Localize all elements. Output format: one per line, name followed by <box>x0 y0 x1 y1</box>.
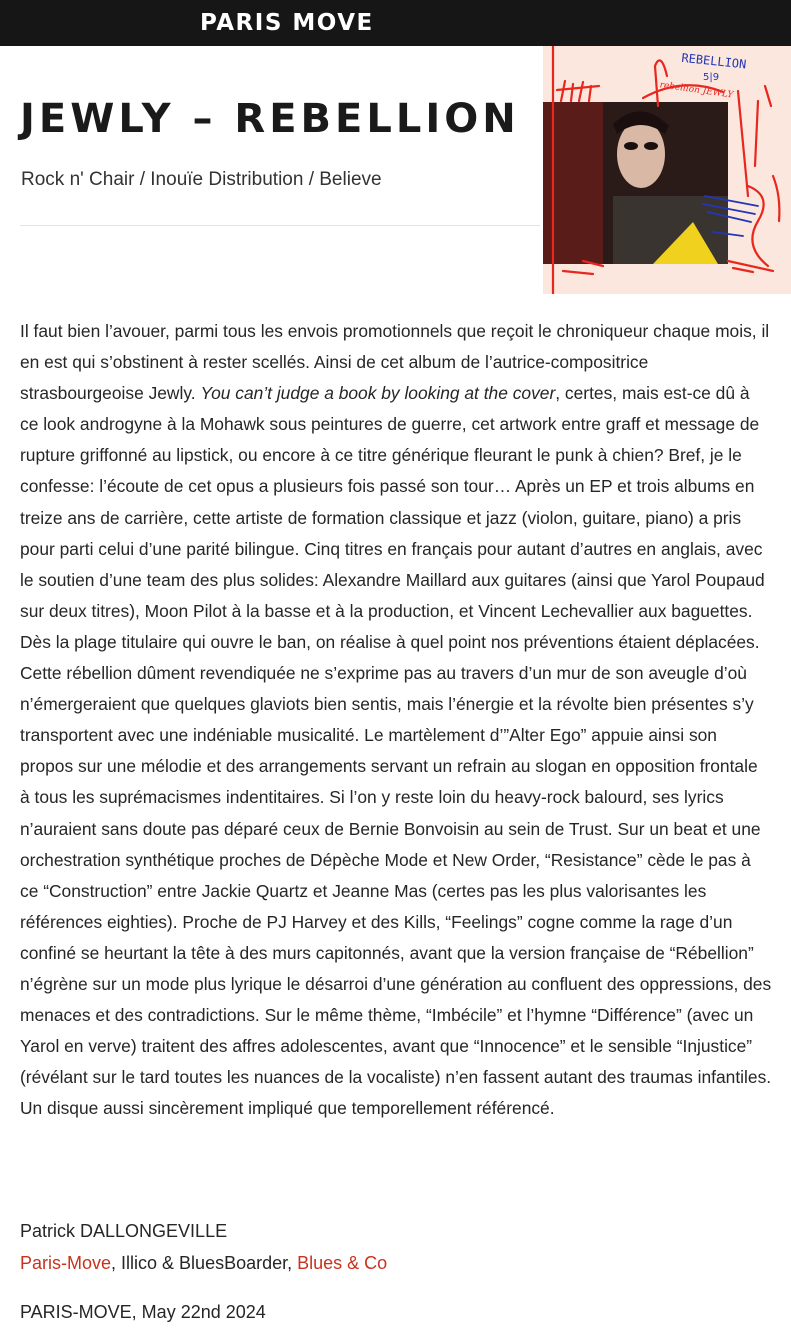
label-distribution: Rock n' Chair / Inouïe Distribution / Believe <box>21 169 382 190</box>
source-credits <box>20 1248 387 1278</box>
blues-and-co-link[interactable]: Blues & Co <box>297 1253 388 1273</box>
article-body-part2: , certes, mais est-ce dû à ce look androgyne à la Mohawk sous peintures de guerre, cet artwork entre graff et message de rupture griffonné au lipstick, ou encore à ce titre générique fleurant le punk à chien? Bref, je le confesse: l’écoute de cet opus a plusieurs fois passé son tour… Après un EP et trois albums en treize ans de carrière, cette artiste de formation classique et jazz (violon, guitare, piano) a pris pour parti celui d’une parité bilingue. Cinq titres en français pour autant d’autres en anglais, avec le soutien d’une team des plus solides: Alexandre Maillard aux guitares (ainsi que Yarol Poupaud sur deux titres), Moon Pilot à la basse et à la production, et Vincent Lechevallier aux baguettes. Dès la plage titulaire qui ouvre le ban, on réalise à quel point nos préventions étaient déplacées. Cette rébellion dûment revendiquée ne s’exprime pas au travers d’un mur de son aveugle d’où n’émergeraient que quelques glaviots bien sentis, mais l’énergie et la révolte bien présentes s’y transportent avec une indéniable musicalité. Le martèlement d’”Alter Ego” appuie ainsi son propos sur une mélodie et des arrangements servant un refrain au slogan en opposition frontale à tous les suprémacismes indentitaires. Si l’on y reste loin du heavy-rock balourd, ses lyrics n’auraient sans doute pas déparé ceux de Bernie Bonvoisin au sein de Trust. Sur un beat et une orchestration synthétique proches de Dépèche Mode et New Order, “Resistance” cède le pas à ce “Construction” entre Jackie Quartz et Jeanne Mas (certes pas les plus valorisantes les références eighties). Proche de PJ Harvey et des Kills, “Feelings” cogne comme la rage d’un confiné se heurtant la tête à des murs capitonnés, avant que la version française de “Rébellion” n’égrène sur un mode plus lyrique le désarroi d’une génération au confluent des oppressions, des menaces et des contradictions. Sur le même thème, “Imbécile” et l’hymne “Différence” (avec un Yarol en verve) traitent des affres adolescentes, avant que “Innocence” et le sensible “Injustice” (révélant sur le tard toutes les nuances de la vocaliste) n’en fassent autant des traumas infantiles. Un disque aussi sincèrement impliqué que temporellement référencé. <box>20 383 772 1119</box>
divider <box>20 225 540 226</box>
cover-scribble-title: REBELLION <box>680 50 747 72</box>
author-name: Patrick DALLONGEVILLE <box>20 1221 228 1241</box>
site-logo[interactable]: PARIS MOVE <box>200 10 374 36</box>
cover-scribble-sub: rebellion JEWLY <box>658 80 734 101</box>
paris-move-link[interactable]: Paris-Move <box>20 1253 112 1273</box>
album-cover-image <box>543 46 791 294</box>
source-credits-text: , Illico & BluesBoarder, <box>111 1253 298 1273</box>
publication-dateline: PARIS-MOVE, May 22nd 2024 <box>20 1302 266 1322</box>
article-body <box>20 316 772 1124</box>
top-bar <box>0 0 791 46</box>
article-body-part1: Il faut bien l’avouer, parmi tous les envois promotionnels que reçoit le chroniqueur chaque mois, il en est qui s’obstinent à rester scellés. Ainsi de cet album de l’autrice-compositrice strasbourgeoise Jewly. <box>20 321 770 404</box>
cover-scribble-mark: 5|9 <box>703 72 720 83</box>
article-body-quote: You can’t judge a book by looking at the cover <box>200 383 556 404</box>
page-title: JEWLY – REBELLION <box>20 96 520 142</box>
